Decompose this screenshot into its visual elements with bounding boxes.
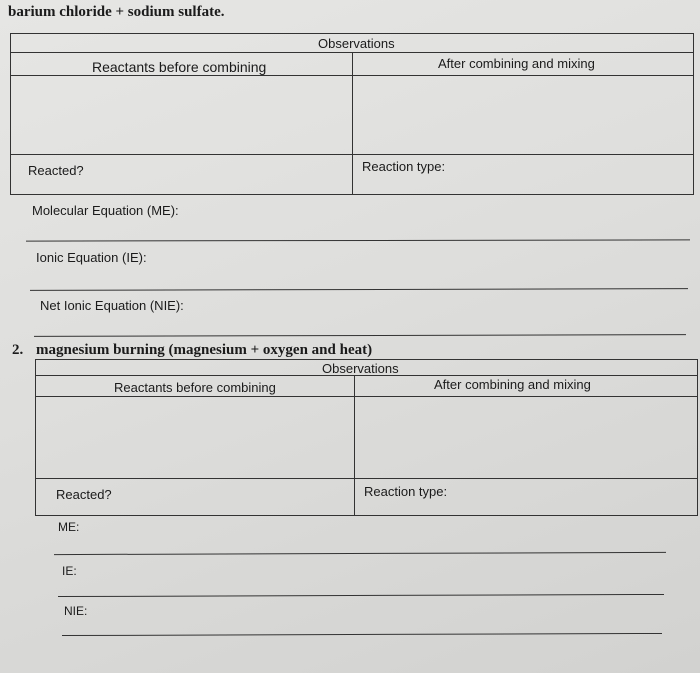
section2-number: 2. xyxy=(12,342,24,358)
section2-nie-label: NIE: xyxy=(64,604,88,618)
section2-nie-answer-line[interactable] xyxy=(62,633,662,636)
section1-ie-label: Ionic Equation (IE): xyxy=(36,250,147,265)
table1-column-divider xyxy=(352,52,353,195)
section2-ie-label: IE: xyxy=(62,564,77,578)
section1-me-label: Molecular Equation (ME): xyxy=(32,203,179,218)
section1-nie-label: Net Ionic Equation (NIE): xyxy=(40,298,184,313)
table1-bottom-row-divider xyxy=(10,154,694,155)
section1-title: barium chloride + sodium sulfate. xyxy=(8,4,225,20)
table2-bottom-row-divider xyxy=(35,478,698,479)
table2-subheader-divider xyxy=(35,396,698,397)
table2-header: Observations xyxy=(322,361,399,376)
table1-header: Observations xyxy=(318,36,395,51)
table2-reacted-label: Reacted? xyxy=(56,487,112,502)
table1-col-right-label: After combining and mixing xyxy=(438,56,595,71)
table2-reaction-type-label: Reaction type: xyxy=(364,484,448,499)
table1-reacted-label: Reacted? xyxy=(28,163,84,178)
section1-nie-answer-line[interactable] xyxy=(34,334,686,337)
section2-title: magnesium burning (magnesium + oxygen and heat) xyxy=(36,342,373,358)
section1-ie-answer-line[interactable] xyxy=(30,288,688,291)
section2-ie-answer-line[interactable] xyxy=(58,594,664,597)
table2-col-left-label: Reactants before combining xyxy=(114,380,276,395)
section2-me-answer-line[interactable] xyxy=(54,552,666,555)
section1-me-answer-line[interactable] xyxy=(26,239,690,241)
section2-me-label: ME: xyxy=(58,520,80,534)
table2-header-divider xyxy=(35,375,698,376)
table2-col-right-label: After combining and mixing xyxy=(434,377,591,392)
table1-subheader-divider xyxy=(10,75,694,76)
table1-reaction-type-label: Reaction type: xyxy=(362,159,446,174)
table1-col-left-label: Reactants before combining xyxy=(92,59,267,75)
